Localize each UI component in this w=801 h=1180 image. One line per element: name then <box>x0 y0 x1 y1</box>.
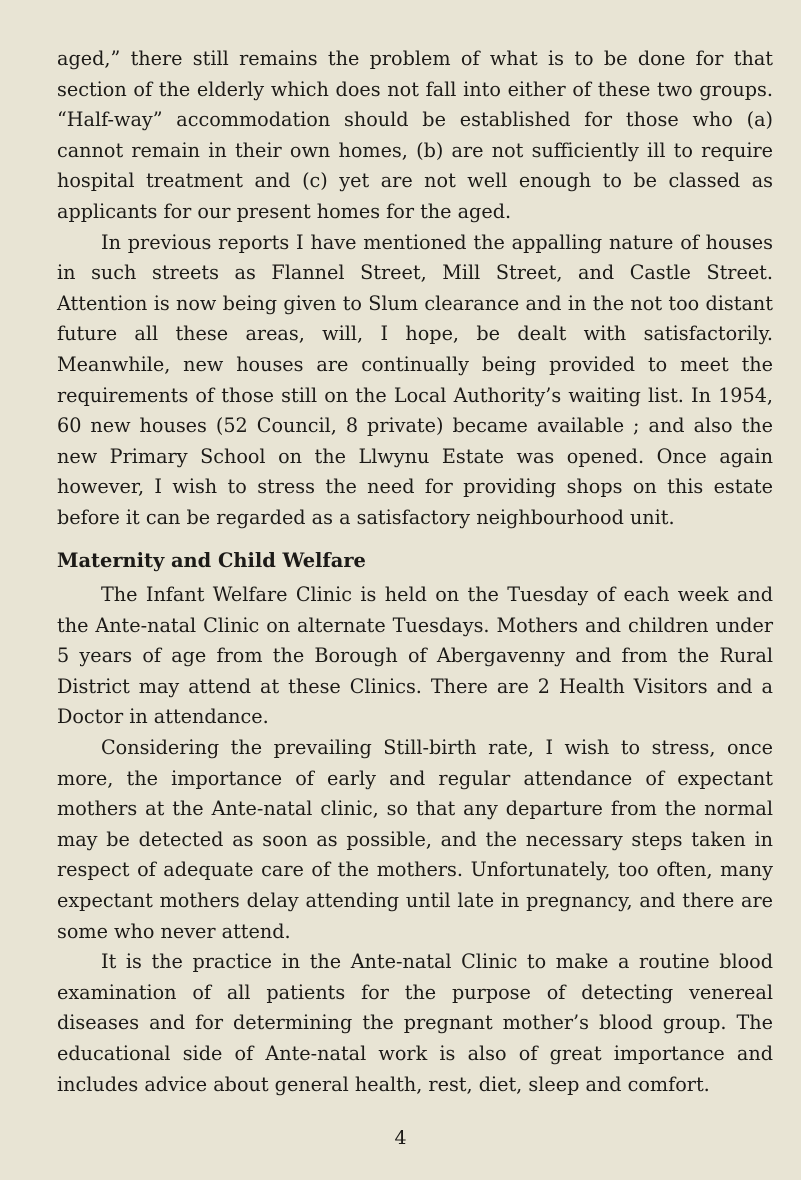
paragraph-continuation: aged,” there still remains the problem of what is to be done for that section of the elderly which does not fall into either of these two groups. “Half-way” accommodation should be established for those who (a) cannot remain in their own homes, (b) are not sufficiently ill to require hospital treatment and (c) yet are not well enough to be classed as applicants for our present homes for the aged. <box>57 47 773 223</box>
paragraph-still-birth: Considering the prevailing Still-birth rate, I wish to stress, once more, the importance of early and regular attendance of expectant mothers at the Ante-natal clinic, so that any departure from the normal may be detected as soon as possible, and the necessary steps taken in respect of adequate care of the mothers. Unfortunately, too often, many expectant mothers delay attending until late in pregnancy, and there are some who never attend. <box>57 736 773 943</box>
document-page <box>57 44 773 1100</box>
paragraph-housing: In previous reports I have mentioned the appalling nature of houses in such streets as Flannel Street, Mill Street, and Castle Street. Attention is now being given to Slum clearance and in the not too distant future all these areas, will, I hope, be dealt with satisfactorily. Meanwhile, new houses are continually being provided to meet the requirements of those still on the Local Authority’s waiting list. In 1954, 60 new houses (52 Council, 8 private) became available ; and also the new Primary School on the Llwynu Estate was opened. Once again however, I wish to stress the need for providing shops on this estate before it can be regarded as a satisfactory neighbourhood unit. <box>57 230 773 529</box>
section-heading: Maternity and Child Welfare <box>57 548 366 572</box>
paragraph-clinics: The Infant Welfare Clinic is held on the Tuesday of each week and the Ante-natal Clinic on alternate Tuesdays. Mothers and children under 5 years of age from the Borough of Abergavenny and from the Rural District may attend at these Clinics. There are 2 Health Visitors and a Doctor in attendance. <box>57 583 773 729</box>
page-number: 4 <box>394 1127 407 1149</box>
paragraph-blood-examination: It is the practice in the Ante-natal Clinic to make a routine blood examination of all patients for the purpose of detecting venereal diseases and for determining the pregnant mother’s blood group. The educational side of Ante-natal work is also of great importance and includes advice about general health, rest, diet, sleep and comfort. <box>57 950 773 1096</box>
